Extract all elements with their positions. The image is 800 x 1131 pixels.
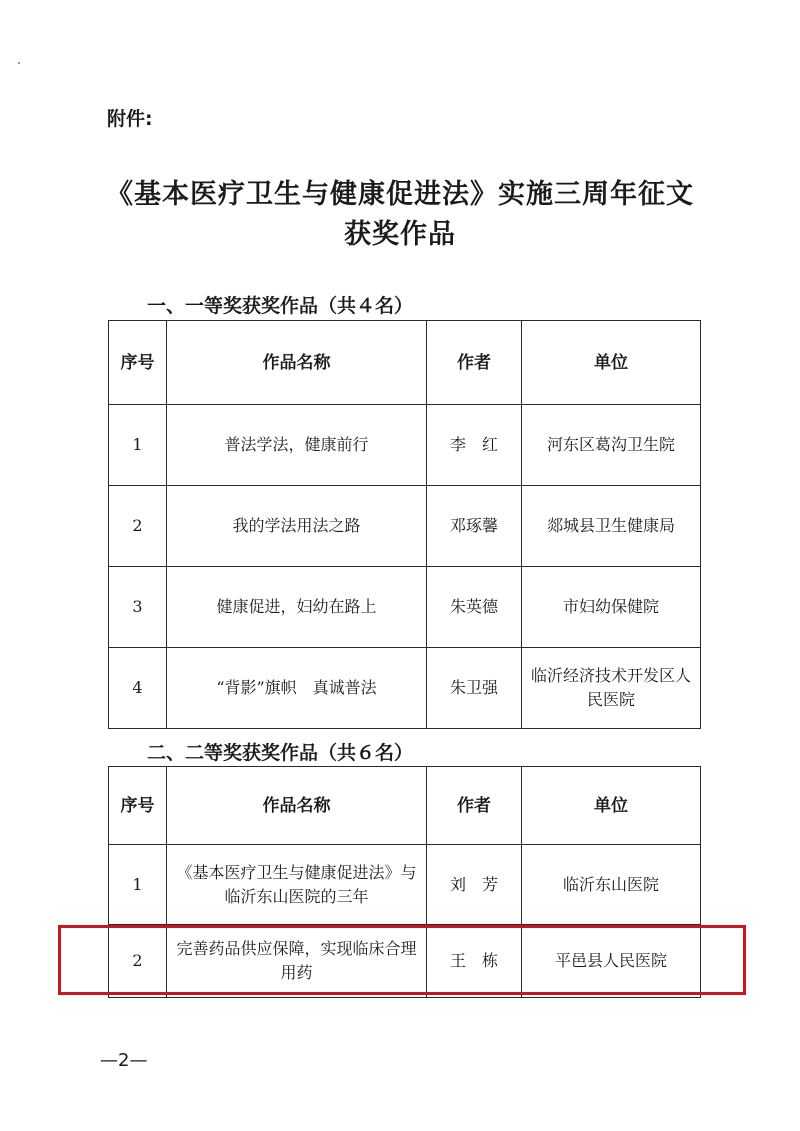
cell-author: 朱卫强 xyxy=(427,648,522,729)
cell-author: 王 栋 xyxy=(427,925,522,998)
cell-number: 3 xyxy=(109,567,167,648)
highlight-box xyxy=(58,925,746,995)
page-number: —2— xyxy=(100,1050,148,1071)
cell-title: 健康促进，妇幼在路上 xyxy=(167,567,427,648)
cell-unit: 郯城县卫生健康局 xyxy=(522,486,701,567)
table-row xyxy=(109,567,701,648)
document-title-line2: 获奖作品 xyxy=(344,219,456,250)
col-header-number: 序号 xyxy=(109,767,167,845)
col-header-author: 作者 xyxy=(427,767,522,845)
attachment-label: 附件: xyxy=(107,108,153,130)
cell-unit: 平邑县人民医院 xyxy=(522,925,701,998)
first-prize-heading: 一、一等奖获奖作品（共４名） xyxy=(147,295,414,317)
cell-title: 普法学法，健康前行 xyxy=(167,405,427,486)
cell-unit: 临沂经济技术开发区人民医院 xyxy=(522,648,701,729)
cell-number: 2 xyxy=(109,486,167,567)
cell-author: 邓琢馨 xyxy=(427,486,522,567)
cell-number: 1 xyxy=(109,845,167,925)
cell-author: 朱英德 xyxy=(427,567,522,648)
col-header-title: 作品名称 xyxy=(167,321,427,405)
document-title-line1: 《基本医疗卫生与健康促进法》实施三周年征文 xyxy=(106,179,694,210)
col-header-unit: 单位 xyxy=(522,321,701,405)
cell-title: “背影”旗帜 真诚普法 xyxy=(167,648,427,729)
table-row xyxy=(109,845,701,925)
col-header-number: 序号 xyxy=(109,321,167,405)
table-row xyxy=(109,486,701,567)
table-header-row xyxy=(109,321,701,405)
cell-unit: 河东区葛沟卫生院 xyxy=(522,405,701,486)
table-row xyxy=(109,405,701,486)
first-prize-table xyxy=(108,320,701,729)
col-header-unit: 单位 xyxy=(522,767,701,845)
table-row xyxy=(109,648,701,729)
cell-number: 1 xyxy=(109,405,167,486)
col-header-title: 作品名称 xyxy=(167,767,427,845)
cell-author: 李 红 xyxy=(427,405,522,486)
cell-unit: 市妇幼保健院 xyxy=(522,567,701,648)
cell-number: 4 xyxy=(109,648,167,729)
cell-author: 刘 芳 xyxy=(427,845,522,925)
second-prize-heading: 二、二等奖获奖作品（共６名） xyxy=(147,742,414,764)
cell-unit: 临沂东山医院 xyxy=(522,845,701,925)
cell-title: 完善药品供应保障，实现临床合理用药 xyxy=(167,925,427,998)
cell-number: 2 xyxy=(109,925,167,998)
scan-speck xyxy=(18,62,20,64)
cell-title: 《基本医疗卫生与健康促进法》与临沂东山医院的三年 xyxy=(167,845,427,925)
cell-title: 我的学法用法之路 xyxy=(167,486,427,567)
col-header-author: 作者 xyxy=(427,321,522,405)
table-header-row xyxy=(109,767,701,845)
